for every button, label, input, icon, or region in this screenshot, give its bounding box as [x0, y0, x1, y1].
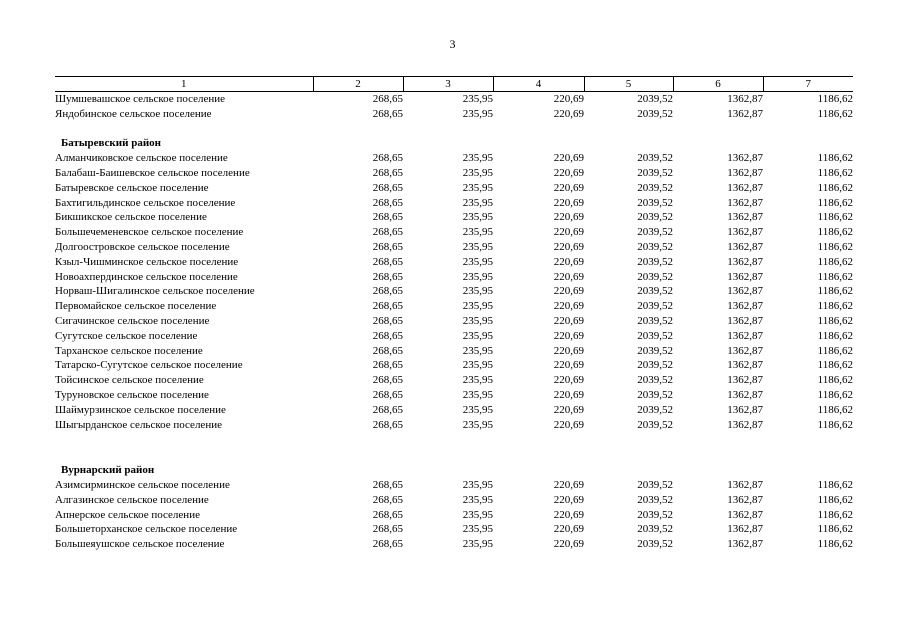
- settlement-name-text: Апнерское сельское поселение: [55, 508, 200, 521]
- value-cell: 2039,52: [637, 418, 673, 431]
- value-cell: 220,69: [553, 478, 584, 491]
- table-row: [55, 388, 853, 403]
- value-cell: 1186,62: [817, 240, 853, 253]
- settlement-name-text: Большеяушское сельское поселение: [55, 538, 225, 551]
- settlement-name-text: Большечеменевское сельское поселение: [55, 226, 244, 239]
- district-row: [55, 136, 853, 151]
- value-cell: 235,95: [462, 93, 493, 105]
- value-cell: 2039,52: [637, 478, 673, 491]
- value-cell: 1186,62: [817, 255, 853, 268]
- column-header: 4: [493, 77, 584, 92]
- table-row: [55, 299, 853, 314]
- value-cell: 235,95: [462, 107, 493, 120]
- value-cell: 235,95: [462, 300, 493, 313]
- table-row: [55, 92, 853, 107]
- value-cell: 220,69: [553, 388, 584, 401]
- settlement-name: [55, 522, 313, 537]
- value-cell: 235,95: [462, 374, 493, 387]
- value-cell: 2039,52: [637, 329, 673, 342]
- value-cell: 268,65: [372, 107, 403, 120]
- value-cell: 268,65: [372, 344, 403, 357]
- settlement-name: [55, 358, 313, 373]
- value-cell: 1362,87: [727, 344, 763, 357]
- value-cell: 1362,87: [727, 93, 763, 105]
- value-cell: 268,65: [372, 493, 403, 506]
- value-cell: 268,65: [372, 329, 403, 342]
- table-row: [55, 478, 853, 493]
- value-cell: 235,95: [462, 314, 493, 327]
- value-cell: 1186,62: [817, 270, 853, 283]
- value-cell: 1362,87: [727, 523, 763, 536]
- value-cell: 220,69: [553, 240, 584, 253]
- value-cell: 235,95: [462, 255, 493, 268]
- settlement-name: [55, 329, 313, 344]
- settlement-name: [55, 373, 313, 388]
- table-row: [55, 255, 853, 270]
- value-cell: 1362,87: [727, 388, 763, 401]
- column-header: 2: [313, 77, 403, 92]
- settlement-name-text: Батыревское сельское поселение: [55, 181, 209, 194]
- value-cell: 2039,52: [637, 523, 673, 536]
- value-cell: 1362,87: [727, 374, 763, 387]
- settlement-name-text: Первомайское сельское поселение: [55, 300, 217, 313]
- spacer-row: [55, 448, 853, 463]
- table-row: [55, 225, 853, 240]
- value-cell: 2039,52: [637, 374, 673, 387]
- settlement-name-text: Долгоостровское сельское поселение: [55, 240, 230, 253]
- settlement-name: [55, 151, 313, 166]
- value-cell: 1362,87: [727, 538, 763, 551]
- value-cell: 220,69: [553, 270, 584, 283]
- value-cell: 1186,62: [817, 211, 853, 224]
- value-cell: 2039,52: [637, 181, 673, 194]
- value-cell: 220,69: [553, 300, 584, 313]
- settlement-name-text: Шаймурзинское сельское поселение: [55, 403, 226, 416]
- value-cell: 235,95: [462, 478, 493, 491]
- value-cell: 2039,52: [637, 388, 673, 401]
- value-cell: 268,65: [372, 403, 403, 416]
- value-cell: 1362,87: [727, 418, 763, 431]
- settlement-name: [55, 107, 313, 122]
- settlement-name-text: Шыгырданское сельское поселение: [55, 418, 222, 431]
- value-cell: 1362,87: [727, 152, 763, 165]
- value-cell: 2039,52: [637, 166, 673, 179]
- table-row: [55, 270, 853, 285]
- table-row: [55, 107, 853, 122]
- value-cell: 220,69: [553, 314, 584, 327]
- value-cell: 268,65: [372, 226, 403, 239]
- value-cell: 1362,87: [727, 285, 763, 298]
- settlement-name-text: Кзыл-Чишминское сельское поселение: [55, 255, 239, 268]
- settlement-name-text: Балабаш-Баишевское сельское поселение: [55, 166, 250, 179]
- table-row: [55, 314, 853, 329]
- value-cell: 1362,87: [727, 240, 763, 253]
- settlement-name: [55, 240, 313, 255]
- value-cell: 268,65: [372, 523, 403, 536]
- settlement-name: [55, 403, 313, 418]
- value-cell: 2039,52: [637, 93, 673, 105]
- value-cell: 2039,52: [637, 211, 673, 224]
- value-cell: 2039,52: [637, 255, 673, 268]
- table-row: [55, 418, 853, 433]
- value-cell: 2039,52: [637, 344, 673, 357]
- settlement-name: [55, 493, 313, 508]
- table-row: [55, 284, 853, 299]
- settlement-name: [55, 537, 313, 552]
- value-cell: 1186,62: [817, 374, 853, 387]
- value-cell: 220,69: [553, 418, 584, 431]
- settlement-name: [55, 388, 313, 403]
- table-row: [55, 493, 853, 508]
- value-cell: 1362,87: [727, 107, 763, 120]
- value-cell: 268,65: [372, 359, 403, 372]
- value-cell: 1186,62: [817, 166, 853, 179]
- value-cell: 1362,87: [727, 226, 763, 239]
- value-cell: 1186,62: [817, 418, 853, 431]
- spacer-cell: [55, 448, 853, 463]
- value-cell: 235,95: [462, 181, 493, 194]
- column-header: 5: [584, 77, 673, 92]
- value-cell: 268,65: [372, 196, 403, 209]
- value-cell: 268,65: [372, 166, 403, 179]
- value-cell: 220,69: [553, 538, 584, 551]
- value-cell: 268,65: [372, 300, 403, 313]
- settlement-name: [55, 181, 313, 196]
- value-cell: 220,69: [553, 107, 584, 120]
- value-cell: 268,65: [372, 418, 403, 431]
- value-cell: 2039,52: [637, 285, 673, 298]
- value-cell: 2039,52: [637, 196, 673, 209]
- column-header: 6: [673, 77, 763, 92]
- table-row: [55, 508, 853, 523]
- value-cell: 220,69: [553, 255, 584, 268]
- settlement-name-text: Тойсинское сельское поселение: [55, 374, 204, 387]
- spacer-cell: [55, 122, 853, 137]
- value-cell: 1186,62: [817, 93, 853, 105]
- value-cell: 1186,62: [817, 152, 853, 165]
- value-cell: 235,95: [462, 403, 493, 416]
- table-row: [55, 537, 853, 552]
- column-header: 3: [403, 77, 493, 92]
- value-cell: 235,95: [462, 211, 493, 224]
- value-cell: 235,95: [462, 508, 493, 521]
- value-cell: 220,69: [553, 211, 584, 224]
- value-cell: 1186,62: [817, 314, 853, 327]
- value-cell: 2039,52: [637, 403, 673, 416]
- settlement-name-text: Бикшикское сельское поселение: [55, 211, 207, 224]
- value-cell: 220,69: [553, 403, 584, 416]
- settlement-name-text: Бахтигильдинское сельское поселение: [55, 196, 236, 209]
- value-cell: 235,95: [462, 344, 493, 357]
- table-row: [55, 210, 853, 225]
- settlement-name-text: Алгазинское сельское поселение: [55, 493, 209, 506]
- value-cell: 235,95: [462, 226, 493, 239]
- settlement-name: [55, 210, 313, 225]
- settlement-name-text: Тарханское сельское поселение: [55, 344, 203, 357]
- table-row: [55, 344, 853, 359]
- value-cell: 2039,52: [637, 107, 673, 120]
- value-cell: 220,69: [553, 493, 584, 506]
- value-cell: 235,95: [462, 538, 493, 551]
- settlement-name-text: Норваш-Шигалинское сельское поселение: [55, 285, 255, 298]
- table-row: [55, 240, 853, 255]
- value-cell: 2039,52: [637, 240, 673, 253]
- settlement-name: [55, 166, 313, 181]
- value-cell: 1362,87: [727, 314, 763, 327]
- value-cell: 268,65: [372, 388, 403, 401]
- value-cell: 1362,87: [727, 181, 763, 194]
- data-table: [55, 76, 853, 552]
- table-row: [55, 181, 853, 196]
- settlement-name: [55, 284, 313, 299]
- settlement-name: [55, 299, 313, 314]
- value-cell: 1362,87: [727, 493, 763, 506]
- value-cell: 1362,87: [727, 255, 763, 268]
- value-cell: 235,95: [462, 196, 493, 209]
- value-cell: 268,65: [372, 285, 403, 298]
- page-number: 3: [449, 37, 456, 51]
- settlement-name-text: Алманчиковское сельское поселение: [55, 152, 228, 165]
- settlement-name-text: Сугутское сельское поселение: [55, 329, 198, 342]
- table-row: [55, 522, 853, 537]
- spacer-row: [55, 432, 853, 448]
- value-cell: 1186,62: [817, 523, 853, 536]
- value-cell: 220,69: [553, 181, 584, 194]
- value-cell: 220,69: [553, 374, 584, 387]
- value-cell: 1362,87: [727, 478, 763, 491]
- value-cell: 1362,87: [727, 270, 763, 283]
- value-cell: 1362,87: [727, 211, 763, 224]
- value-cell: 268,65: [372, 255, 403, 268]
- table-row: [55, 196, 853, 211]
- value-cell: 268,65: [372, 152, 403, 165]
- value-cell: 220,69: [553, 226, 584, 239]
- value-cell: 2039,52: [637, 359, 673, 372]
- value-cell: 220,69: [553, 508, 584, 521]
- value-cell: 235,95: [462, 240, 493, 253]
- value-cell: 1186,62: [817, 388, 853, 401]
- value-cell: 220,69: [553, 359, 584, 372]
- value-cell: 235,95: [462, 166, 493, 179]
- district-title: Батыревский район: [61, 137, 161, 150]
- value-cell: 1362,87: [727, 300, 763, 313]
- value-cell: 235,95: [462, 493, 493, 506]
- value-cell: 220,69: [553, 152, 584, 165]
- value-cell: 235,95: [462, 270, 493, 283]
- table-row: [55, 358, 853, 373]
- value-cell: 1362,87: [727, 359, 763, 372]
- value-cell: 220,69: [553, 329, 584, 342]
- value-cell: 235,95: [462, 523, 493, 536]
- table-row: [55, 166, 853, 181]
- value-cell: 2039,52: [637, 270, 673, 283]
- value-cell: 268,65: [372, 93, 403, 105]
- settlement-name-text: Сигачинское сельское поселение: [55, 314, 210, 327]
- value-cell: 220,69: [553, 93, 584, 105]
- value-cell: 268,65: [372, 181, 403, 194]
- value-cell: 220,69: [553, 166, 584, 179]
- value-cell: 1362,87: [727, 166, 763, 179]
- settlement-name-text: Новоахпердинское сельское поселение: [55, 270, 238, 283]
- value-cell: 220,69: [553, 523, 584, 536]
- settlement-name: [55, 418, 313, 433]
- column-header: 7: [763, 77, 853, 92]
- value-cell: 1186,62: [817, 329, 853, 342]
- value-cell: 235,95: [462, 418, 493, 431]
- settlement-name: [55, 225, 313, 240]
- value-cell: 268,65: [372, 374, 403, 387]
- value-cell: 1186,62: [817, 226, 853, 239]
- value-cell: 1362,87: [727, 403, 763, 416]
- value-cell: 2039,52: [637, 538, 673, 551]
- value-cell: 220,69: [553, 196, 584, 209]
- table-row: [55, 373, 853, 388]
- value-cell: 2039,52: [637, 508, 673, 521]
- value-cell: 268,65: [372, 508, 403, 521]
- settlement-name: [55, 314, 313, 329]
- value-cell: 1186,62: [817, 181, 853, 194]
- value-cell: 268,65: [372, 314, 403, 327]
- settlement-name: [55, 196, 313, 211]
- value-cell: 1186,62: [817, 107, 853, 120]
- value-cell: 268,65: [372, 538, 403, 551]
- value-cell: 1186,62: [817, 300, 853, 313]
- table-row: [55, 403, 853, 418]
- value-cell: 235,95: [462, 329, 493, 342]
- value-cell: 220,69: [553, 344, 584, 357]
- value-cell: 2039,52: [637, 300, 673, 313]
- table-body: [55, 92, 853, 552]
- value-cell: 235,95: [462, 285, 493, 298]
- settlement-name: [55, 344, 313, 359]
- settlement-name-text: Шумшевашское сельское поселение: [55, 93, 226, 105]
- settlement-name-text: Туруновское сельское поселение: [55, 388, 209, 401]
- settlement-name-text: Азимсирминское сельское поселение: [55, 478, 230, 491]
- value-cell: 1362,87: [727, 329, 763, 342]
- value-cell: 235,95: [462, 388, 493, 401]
- header-row: [55, 77, 853, 92]
- value-cell: 2039,52: [637, 226, 673, 239]
- value-cell: 1186,62: [817, 538, 853, 551]
- value-cell: 1362,87: [727, 196, 763, 209]
- settlement-name: [55, 478, 313, 493]
- value-cell: 1186,62: [817, 478, 853, 491]
- value-cell: 2039,52: [637, 493, 673, 506]
- value-cell: 2039,52: [637, 314, 673, 327]
- settlement-name-text: Большеторханское сельское поселение: [55, 523, 238, 536]
- value-cell: 1362,87: [727, 508, 763, 521]
- table-row: [55, 329, 853, 344]
- value-cell: 1186,62: [817, 403, 853, 416]
- district-row: [55, 463, 853, 478]
- column-header: 1: [55, 77, 313, 92]
- spacer-cell: [55, 432, 853, 448]
- settlement-name-text: Татарско-Сугутское сельское поселение: [55, 359, 243, 372]
- value-cell: 1186,62: [817, 285, 853, 298]
- value-cell: 1186,62: [817, 493, 853, 506]
- table-row: [55, 151, 853, 166]
- district-title: Вурнарский район: [61, 464, 155, 477]
- value-cell: 2039,52: [637, 152, 673, 165]
- value-cell: 268,65: [372, 240, 403, 253]
- settlement-name-text: Яндобинское сельское поселение: [55, 107, 212, 120]
- value-cell: 220,69: [553, 285, 584, 298]
- settlement-name: [55, 255, 313, 270]
- value-cell: 1186,62: [817, 359, 853, 372]
- value-cell: 268,65: [372, 270, 403, 283]
- value-cell: 235,95: [462, 152, 493, 165]
- value-cell: 268,65: [372, 211, 403, 224]
- value-cell: 235,95: [462, 359, 493, 372]
- spacer-row: [55, 122, 853, 137]
- settlement-name: [55, 508, 313, 523]
- settlement-name: [55, 270, 313, 285]
- value-cell: 1186,62: [817, 508, 853, 521]
- value-cell: 268,65: [372, 478, 403, 491]
- value-cell: 1186,62: [817, 196, 853, 209]
- value-cell: 1186,62: [817, 344, 853, 357]
- settlement-name: [55, 92, 313, 107]
